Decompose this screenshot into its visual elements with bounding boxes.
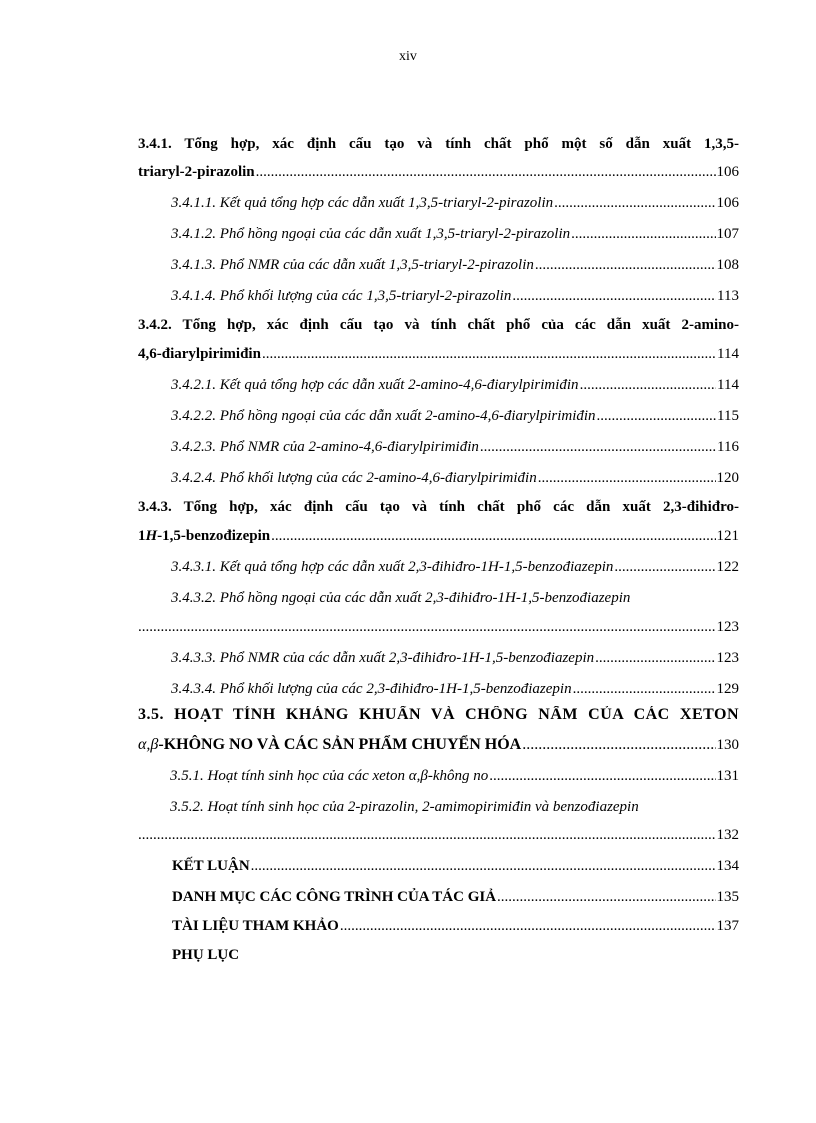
toc-entry-text: 3.4.1.4. Phổ khối lượng của các 1,3,5-triaryl-2-pirazolin <box>171 288 512 304</box>
toc-entry-text: TÀI LIỆU THAM KHẢO <box>172 918 339 934</box>
leader-dots <box>138 618 716 636</box>
toc-item-3-4-3-2-line1[interactable]: 3.4.3.2. Phổ hồng ngoại của các dẫn xuất 2,3-đihiđro-1H-1,5-benzođiazepin <box>171 590 631 606</box>
suffix: -không no <box>427 768 489 784</box>
leader-dots <box>597 407 717 425</box>
toc-item-3-4-3-4[interactable] <box>171 680 739 698</box>
prefix: 3.5.1. Hoạt tính sinh học của các xeton <box>170 768 409 784</box>
toc-heading-3-4-1-line1[interactable]: 3.4.1. Tổng hợp, xác định cấu tạo và tính chất phổ một số dẫn xuất 1,3,5- <box>138 136 739 152</box>
toc-item-3-4-2-1[interactable] <box>171 376 739 394</box>
leader-dots <box>480 438 716 456</box>
rest: -1,5-benzođizepin <box>157 528 271 544</box>
toc-heading-3-4-3-line2[interactable] <box>138 527 739 545</box>
toc-heading-3-5-line2[interactable] <box>138 736 739 754</box>
toc-entry-text: 3.4.2.2. Phổ hồng ngoại của các dẫn xuất 2-amino-4,6-điarylpirimiđin <box>171 408 596 424</box>
toc-entry-text: 3.4.3.3. Phổ NMR của các dẫn xuất 2,3-đihiđro-1H-1,5-benzođiazepin <box>171 650 595 666</box>
toc-page-number: 131 <box>716 768 739 784</box>
toc-page-number: 114 <box>717 346 739 362</box>
toc-heading-3-4-3-line1[interactable]: 3.4.3. Tổng hợp, xác định cấu tạo và tính chất phổ các dẫn xuất 2,3-đihiđro- <box>138 499 739 515</box>
leader-dots <box>595 649 715 667</box>
toc-entry-text: 3.4.1.2. Phổ hồng ngoại của các dẫn xuất 1,3,5-triaryl-2-pirazolin <box>171 226 571 242</box>
toc-heading-3-5-line1[interactable]: 3.5. HOẠT TÍNH KHÁNG KHUẨN VÀ CHỐNG NẤM CỦA CÁC XETON <box>138 706 739 723</box>
leader-dots <box>512 287 716 305</box>
italic-h: H <box>145 528 158 544</box>
toc-entry-text: 3.4.3.1. Kết quả tổng hợp các dẫn xuất 2,3-đihiđro-1H-1,5-benzođiazepin <box>171 559 614 575</box>
leader-dots <box>538 469 716 487</box>
toc-page-number: 113 <box>717 288 739 304</box>
toc-page-number: 106 <box>716 195 739 211</box>
toc-item-3-5-2-line2[interactable] <box>138 826 739 844</box>
toc-page-number: 114 <box>717 377 739 393</box>
leader-dots <box>256 163 716 181</box>
toc-publications[interactable] <box>172 888 739 906</box>
leader-dots <box>271 527 715 545</box>
toc-entry-text: 3.4.2.1. Kết quả tổng hợp các dẫn xuất 2-amino-4,6-điarylpirimiđin <box>171 377 579 393</box>
toc-page-number: 129 <box>716 681 739 697</box>
toc-item-3-4-3-2-line2[interactable] <box>138 618 739 636</box>
leader-dots <box>535 256 716 274</box>
toc-item-3-4-2-3[interactable] <box>171 438 739 456</box>
toc-entry-text: 3.4.2.4. Phổ khối lượng của các 2-amino-4,6-điarylpirimiđin <box>171 470 537 486</box>
toc-item-3-4-3-1[interactable] <box>171 558 739 576</box>
toc-entry-text: DANH MỤC CÁC CÔNG TRÌNH CỦA TÁC GIẢ <box>172 889 497 905</box>
toc-page-number: 121 <box>716 528 739 544</box>
toc-entry-text <box>138 736 521 754</box>
page-number: xiv <box>399 49 417 64</box>
toc-item-3-5-1[interactable] <box>170 767 739 785</box>
toc-item-3-4-1-3[interactable] <box>171 256 739 274</box>
toc-page-number: 115 <box>717 408 739 424</box>
toc-page-number: 108 <box>716 257 739 273</box>
toc-item-3-4-3-3[interactable] <box>171 649 739 667</box>
toc-page-number: 120 <box>716 470 739 486</box>
toc-page-number: 135 <box>716 889 739 905</box>
toc-heading-3-4-1-line2[interactable] <box>138 163 739 181</box>
toc-page-number: 132 <box>716 827 739 843</box>
leader-dots <box>489 767 715 785</box>
toc-page-number: 123 <box>716 650 739 666</box>
leader-dots <box>497 888 715 906</box>
prefix: 1 <box>138 528 146 544</box>
leader-dots <box>573 680 716 698</box>
toc-page-number: 122 <box>716 559 739 575</box>
toc-page-number: 106 <box>716 164 739 180</box>
toc-item-3-4-2-4[interactable] <box>171 469 739 487</box>
toc-entry-text: 3.4.3.4. Phổ khối lượng của các 2,3-đihiđro-1H-1,5-benzođiazepin <box>171 681 572 697</box>
toc-entry-text: triaryl-2-pirazolin <box>138 164 255 180</box>
toc-heading-3-4-2-line1[interactable]: 3.4.2. Tổng hợp, xác định cấu tạo và tính chất phổ của các dẫn xuất 2-amino- <box>138 317 739 333</box>
toc-entry-text: 3.4.2.3. Phổ NMR của 2-amino-4,6-điarylpirimiđin <box>171 439 479 455</box>
leader-dots <box>554 194 715 212</box>
toc-page-number: 123 <box>716 619 739 635</box>
leader-dots <box>138 826 716 844</box>
toc-entry-text: 3.4.1.1. Kết quả tổng hợp các dẫn xuất 1,3,5-triaryl-2-pirazolin <box>171 195 554 211</box>
toc-item-3-4-1-1[interactable] <box>171 194 739 212</box>
leader-dots <box>580 376 716 394</box>
toc-page-number: 137 <box>716 918 739 934</box>
toc-conclusion[interactable] <box>172 857 739 875</box>
toc-entry-text <box>138 527 270 545</box>
toc-page-number: 116 <box>717 439 739 455</box>
toc-item-3-5-2-line1[interactable]: 3.5.2. Hoạt tính sinh học của 2-pirazolin, 2-amimopirimiđin và benzođiazepin <box>170 799 639 815</box>
leader-dots <box>571 225 715 243</box>
toc-page-number: 134 <box>716 858 739 874</box>
toc-page-number: 107 <box>716 226 739 242</box>
toc-entry-text: 4,6-điarylpirimiđin <box>138 346 261 362</box>
greek-alpha-beta: α,β <box>408 768 428 784</box>
rest: -KHÔNG NO VÀ CÁC SẢN PHẨM CHUYỂN HÓA <box>158 736 522 753</box>
leader-dots <box>262 345 716 363</box>
leader-dots <box>614 558 715 576</box>
toc-item-3-4-1-2[interactable] <box>171 225 739 243</box>
toc-item-3-4-1-4[interactable] <box>171 287 739 305</box>
leader-dots <box>522 736 715 754</box>
toc-page-number: 130 <box>716 737 739 753</box>
toc-appendix[interactable]: PHỤ LỤC <box>172 947 240 963</box>
toc-entry-text: 3.4.1.3. Phổ NMR của các dẫn xuất 1,3,5-triaryl-2-pirazolin <box>171 257 534 273</box>
toc-entry-text <box>170 767 488 785</box>
leader-dots <box>340 917 716 935</box>
toc-heading-3-4-2-line2[interactable] <box>138 345 739 363</box>
toc-references[interactable] <box>172 917 739 935</box>
greek-alpha-beta: α,β <box>138 736 159 753</box>
toc-item-3-4-2-2[interactable] <box>171 407 739 425</box>
leader-dots <box>251 857 716 875</box>
toc-entry-text: KẾT LUẬN <box>172 858 250 874</box>
